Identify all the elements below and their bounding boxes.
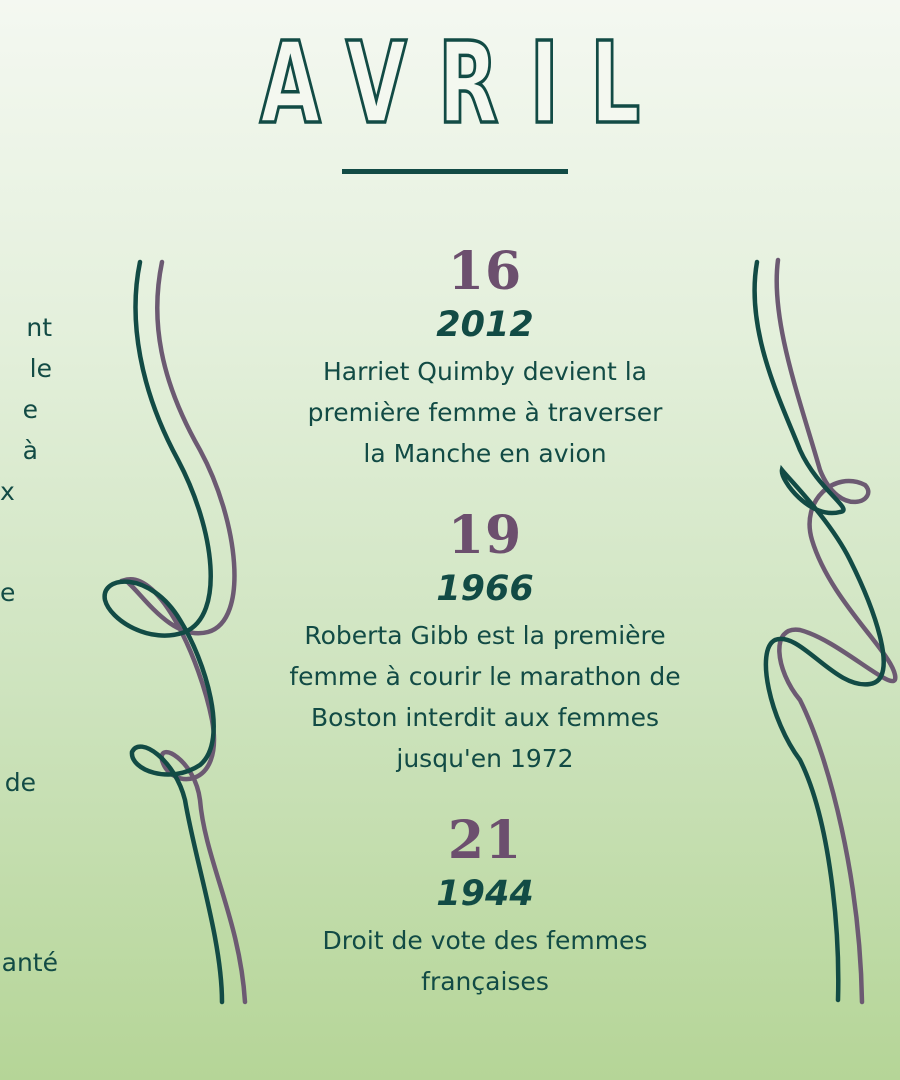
left-fragment-line: e à bbox=[22, 395, 38, 465]
page-title: AVRIL bbox=[259, 19, 672, 149]
event-line: la Manche en avion bbox=[363, 439, 607, 468]
title-underline bbox=[342, 169, 568, 174]
event-line: jusqu'en 1972 bbox=[396, 744, 574, 773]
event-description bbox=[245, 615, 725, 779]
event-line: Boston interdit aux femmes bbox=[311, 703, 659, 732]
left-fragment-b: e bbox=[0, 578, 16, 607]
event-line: Droit de vote des femmes bbox=[322, 926, 648, 955]
event-line: Harriet Quimby devient la bbox=[323, 357, 647, 386]
left-fragment-a bbox=[0, 307, 52, 512]
left-fragment-c: de bbox=[4, 768, 36, 797]
event-entry bbox=[245, 505, 725, 779]
event-line: femme à courir le marathon de bbox=[289, 662, 681, 691]
event-year: 1966 bbox=[436, 569, 534, 609]
event-day: 21 bbox=[447, 810, 523, 871]
event-entry bbox=[245, 241, 725, 474]
event-day: 19 bbox=[447, 505, 523, 566]
event-day: 16 bbox=[447, 241, 523, 302]
event-entry bbox=[245, 810, 725, 1002]
event-description bbox=[245, 351, 725, 474]
event-year: 1944 bbox=[436, 874, 534, 914]
event-line: première femme à traverser bbox=[307, 398, 663, 427]
event-line: Roberta Gibb est la première bbox=[304, 621, 666, 650]
left-fragment-line: x bbox=[0, 477, 15, 506]
event-year: 2012 bbox=[436, 305, 534, 345]
left-fragment-line: nt le bbox=[26, 313, 52, 383]
left-fragment-d: anté bbox=[1, 948, 58, 977]
event-description bbox=[245, 920, 725, 1002]
event-line: françaises bbox=[421, 967, 549, 996]
